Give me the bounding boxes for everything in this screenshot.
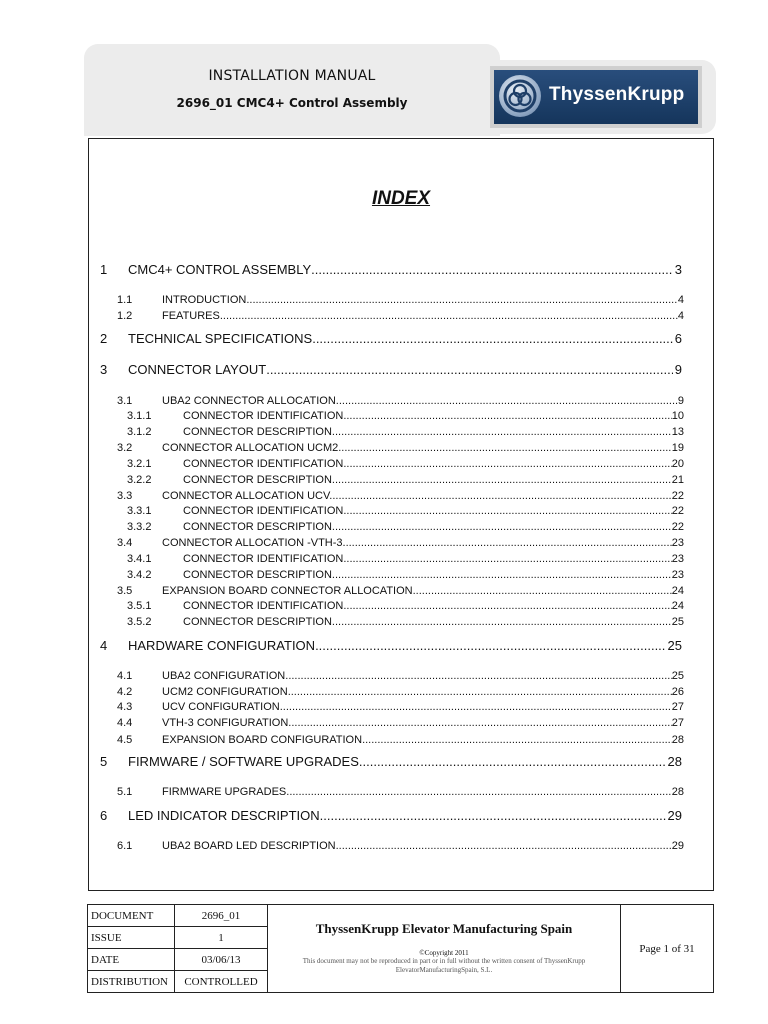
toc-title: CONNECTOR IDENTIFICATION. (183, 410, 347, 422)
toc-page: 28 (667, 754, 682, 769)
toc-entry[interactable] (117, 670, 684, 682)
toc-number: 3.4.2 (127, 569, 152, 581)
toc-leader (332, 490, 671, 502)
toc-title: CONNECTOR DESCRIPTION (183, 426, 332, 438)
distribution-value: CONTROLLED (175, 971, 268, 993)
toc-leader (343, 537, 672, 549)
toc-title: CONNECTOR ALLOCATION UCM2. (162, 442, 342, 454)
reproduction-notice: This document may not be reproduced in part or in full without the written consent of ThyssenKrupp ElevatorManufacturingSpain, S.L. (302, 957, 586, 974)
toc-title: HARDWARE CONFIGURATION (128, 638, 316, 653)
copyright-text: ©Copyright 2011 (419, 949, 469, 957)
issue-label: ISSUE (88, 927, 175, 949)
toc-leader (341, 442, 671, 454)
toc-page: 22 (671, 505, 684, 517)
toc-entry[interactable] (117, 734, 684, 746)
document-footer-table (87, 904, 714, 993)
toc-leader (332, 521, 672, 533)
toc-entry[interactable] (127, 426, 684, 438)
toc-number: 1.2 (117, 310, 133, 322)
toc-entry[interactable] (127, 616, 684, 628)
toc-title: LED INDICATOR DESCRIPTION. (128, 808, 324, 823)
date-value: 03/06/13 (175, 949, 268, 971)
toc-title: FIRMWARE / SOFTWARE UPGRADES (128, 754, 359, 769)
toc-page: 23 (671, 569, 684, 581)
toc-title: UBA2 BOARD LED DESCRIPTION (162, 840, 336, 852)
toc-page: 9 (674, 362, 682, 377)
toc-page: 19 (671, 442, 684, 454)
toc-leader (343, 458, 671, 470)
toc-entry[interactable] (100, 362, 682, 377)
toc-number: 4.4 (117, 717, 133, 729)
toc-title: CONNECTOR DESCRIPTION (183, 569, 332, 581)
toc-entry[interactable] (100, 638, 682, 653)
toc-number: 3.1.2 (127, 426, 152, 438)
toc-title: UBA2 CONFIGURATION. (162, 670, 289, 682)
toc-leader (288, 686, 672, 698)
toc-number: 3.5.1 (127, 600, 152, 612)
document-label: DOCUMENT (88, 905, 175, 927)
toc-leader (343, 600, 671, 612)
toc-title: CONNECTOR IDENTIFICATION (183, 505, 344, 517)
toc-number: 3.5 (117, 585, 133, 597)
index-heading: INDEX (371, 188, 431, 209)
toc-leader (220, 310, 678, 322)
toc-page: 6 (674, 331, 682, 346)
toc-page: 25 (671, 670, 684, 682)
toc-entry[interactable] (117, 686, 684, 698)
toc-page: 20 (671, 458, 684, 470)
toc-title: TECHNICAL SPECIFICATIONS (128, 331, 313, 346)
toc-number: 3.2.2 (127, 474, 152, 486)
toc-leader (323, 808, 665, 823)
toc-leader (332, 616, 672, 628)
toc-number: 3.3.1 (127, 505, 152, 517)
toc-number: 5.1 (117, 786, 133, 798)
toc-number: 6.1 (117, 840, 133, 852)
toc-entry[interactable] (117, 294, 684, 306)
thyssenkrupp-emblem-icon (499, 75, 541, 117)
toc-number: 3.1.1 (127, 410, 152, 422)
toc-entry[interactable] (127, 505, 684, 517)
toc-entry[interactable] (127, 474, 684, 486)
toc-page: 28 (671, 786, 684, 798)
toc-title: CONNECTOR IDENTIFICATION (183, 553, 344, 565)
toc-entry[interactable] (117, 395, 684, 407)
toc-number: 5 (100, 754, 108, 769)
toc-entry[interactable] (117, 537, 684, 549)
toc-number: 1.1 (117, 294, 133, 306)
toc-number: 4.5 (117, 734, 133, 746)
toc-entry[interactable] (127, 553, 684, 565)
toc-entry[interactable] (117, 701, 684, 713)
toc-title: CONNECTOR IDENTIFICATION (183, 458, 344, 470)
toc-page: 25 (671, 616, 684, 628)
toc-entry[interactable] (127, 458, 684, 470)
toc-number: 3.4 (117, 537, 133, 549)
toc-number: 4.3 (117, 701, 133, 713)
toc-page: 22 (671, 521, 684, 533)
toc-page: 3 (674, 262, 682, 277)
toc-title: INTRODUCTION (162, 294, 247, 306)
thyssenkrupp-logo (490, 66, 702, 128)
toc-leader (311, 262, 673, 277)
issue-value: 1 (175, 927, 268, 949)
page-number: Page 1 of 31 (621, 905, 714, 993)
document-title: INSTALLATION MANUAL (208, 68, 376, 84)
toc-page: 28 (671, 734, 684, 746)
toc-title: EXPANSION BOARD CONFIGURATION (162, 734, 363, 746)
toc-leader (343, 553, 671, 565)
company-cell (268, 905, 621, 993)
toc-number: 3.3 (117, 490, 133, 502)
date-label: DATE (88, 949, 175, 971)
toc-entry[interactable] (117, 490, 684, 502)
toc-page: 23 (671, 537, 684, 549)
toc-entry[interactable] (117, 717, 684, 729)
toc-title: EXPANSION BOARD CONNECTOR ALLOCATION (162, 585, 413, 597)
toc-leader (312, 331, 673, 346)
toc-number: 4 (100, 638, 108, 653)
toc-page: 29 (671, 840, 684, 852)
distribution-label: DISTRIBUTION (88, 971, 175, 993)
toc-entry[interactable] (117, 585, 684, 597)
toc-title: FIRMWARE UPGRADES (162, 786, 287, 798)
toc-number: 2 (100, 331, 108, 346)
toc-number: 3.2 (117, 442, 133, 454)
document-subtitle: 2696_01 CMC4+ Control Assembly (176, 96, 408, 110)
toc-entry[interactable] (127, 569, 684, 581)
toc-title: UBA2 CONNECTOR ALLOCATION. (162, 395, 339, 407)
toc-leader (332, 569, 672, 581)
toc-title: CONNECTOR ALLOCATION -VTH-3 (162, 537, 343, 549)
toc-leader (332, 474, 672, 486)
toc-title: CONNECTOR IDENTIFICATION (183, 600, 344, 612)
toc-page: 4 (677, 310, 684, 322)
toc-entry[interactable] (100, 331, 682, 346)
toc-leader (288, 717, 671, 729)
document-value: 2696_01 (175, 905, 268, 927)
toc-page: 29 (667, 808, 682, 823)
toc-leader (346, 410, 671, 422)
toc-title: UCM2 CONFIGURATION (162, 686, 288, 698)
toc-page: 10 (671, 410, 684, 422)
toc-number: 6 (100, 808, 108, 823)
toc-title: VTH-3 CONFIGURATION (162, 717, 289, 729)
toc-page: 27 (671, 701, 684, 713)
toc-leader (336, 840, 672, 852)
toc-page: 24 (671, 585, 684, 597)
toc-leader (359, 754, 666, 769)
toc-leader (339, 395, 678, 407)
toc-entry[interactable] (100, 808, 682, 823)
toc-page: 9 (677, 395, 684, 407)
toc-number: 4.1 (117, 670, 133, 682)
toc-title: CONNECTOR DESCRIPTION (183, 474, 332, 486)
toc-title: CONNECTOR ALLOCATION UCV. (162, 490, 333, 502)
toc-page: 4 (677, 294, 684, 306)
toc-page: 23 (671, 553, 684, 565)
toc-number: 3.3.2 (127, 521, 152, 533)
toc-leader (315, 638, 665, 653)
logo-text: ThyssenKrupp (549, 84, 685, 105)
toc-leader (332, 426, 672, 438)
toc-entry[interactable] (100, 262, 682, 277)
toc-leader (286, 786, 671, 798)
toc-page: 26 (671, 686, 684, 698)
toc-title: CMC4+ CONTROL ASSEMBLY (128, 262, 312, 277)
toc-page: 22 (671, 490, 684, 502)
toc-title: CONNECTOR DESCRIPTION (183, 616, 332, 628)
toc-entry[interactable] (127, 600, 684, 612)
toc-title: CONNECTOR DESCRIPTION (183, 521, 332, 533)
toc-leader (280, 701, 672, 713)
toc-number: 3.5.2 (127, 616, 152, 628)
toc-number: 3.2.1 (127, 458, 152, 470)
toc-leader (246, 294, 678, 306)
company-name: ThyssenKrupp Elevator Manufacturing Spain (315, 921, 573, 936)
toc-number: 3.4.1 (127, 553, 152, 565)
toc-entry[interactable] (127, 410, 684, 422)
toc-entry[interactable] (117, 442, 684, 454)
toc-number: 4.2 (117, 686, 133, 698)
toc-leader (413, 585, 672, 597)
toc-entry[interactable] (117, 310, 684, 322)
toc-page: 13 (671, 426, 684, 438)
toc-page: 25 (667, 638, 682, 653)
toc-number: 3 (100, 362, 108, 377)
toc-page: 21 (671, 474, 684, 486)
toc-title: UCV CONFIGURATION (162, 701, 280, 713)
toc-page: 24 (671, 600, 684, 612)
toc-number: 3.1 (117, 395, 133, 407)
toc-entry[interactable] (117, 840, 684, 852)
toc-title: FEATURES (162, 310, 220, 322)
toc-leader (288, 670, 671, 682)
toc-title: CONNECTOR LAYOUT (128, 362, 267, 377)
toc-entry[interactable] (127, 521, 684, 533)
toc-entry[interactable] (100, 754, 682, 769)
toc-number: 1 (100, 262, 108, 277)
toc-leader (266, 362, 673, 377)
toc-leader (362, 734, 672, 746)
toc-entry[interactable] (117, 786, 684, 798)
toc-leader (343, 505, 671, 517)
toc-page: 27 (671, 717, 684, 729)
